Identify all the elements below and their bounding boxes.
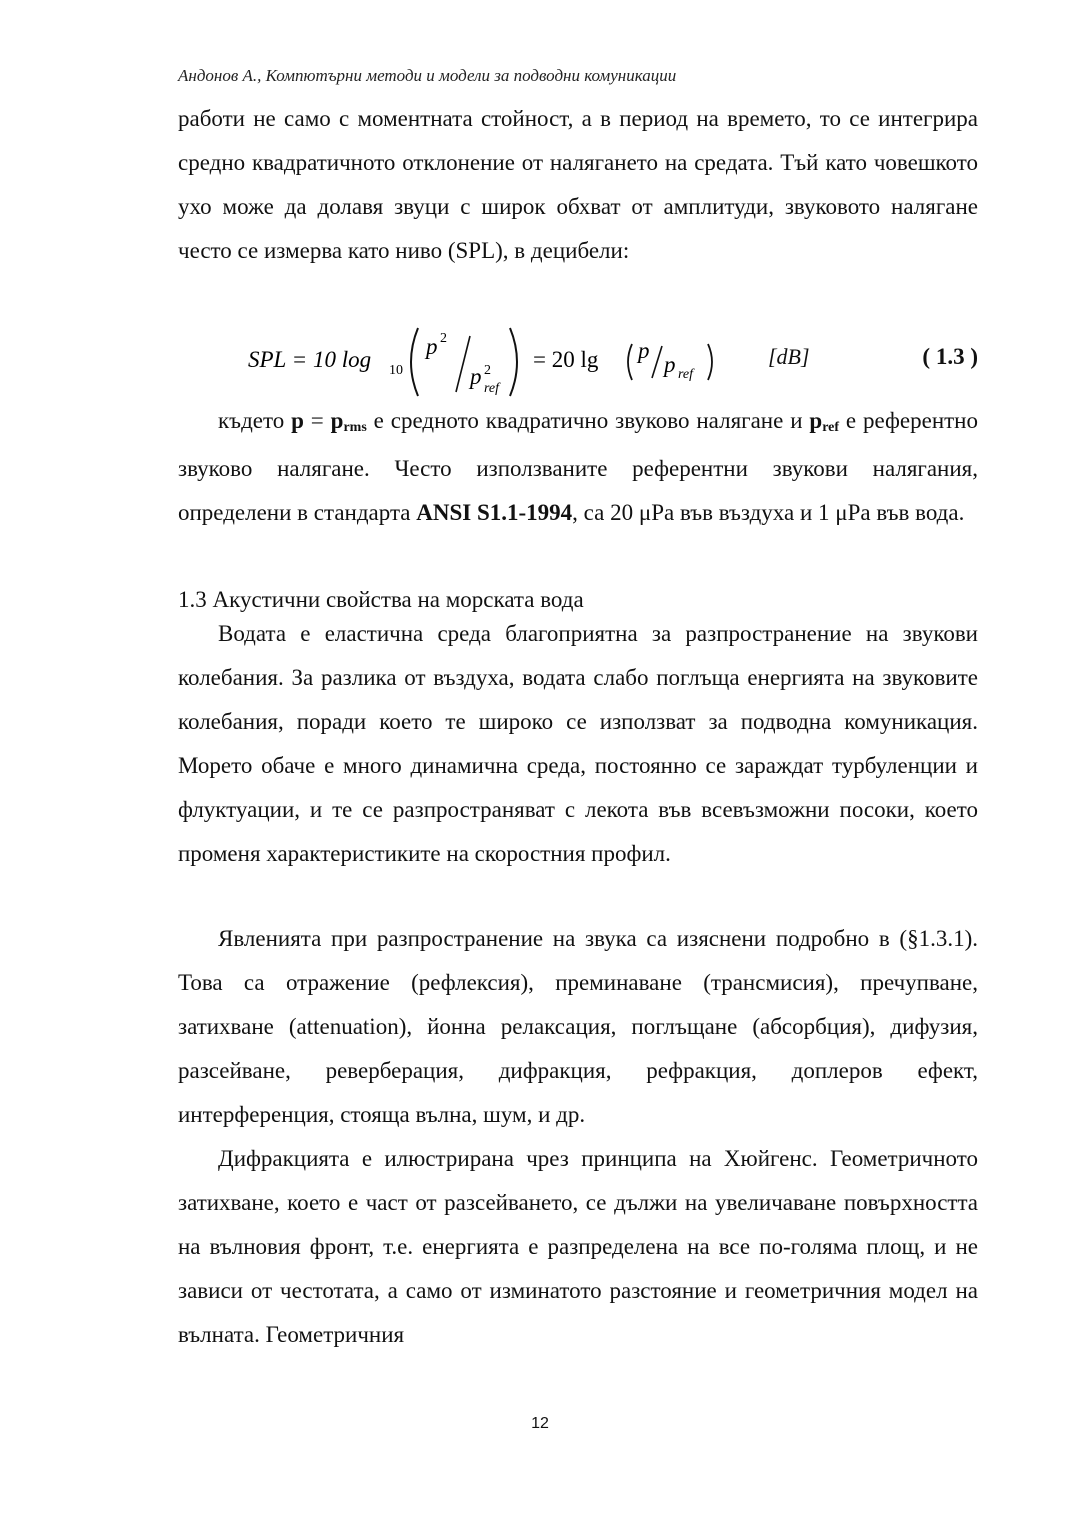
eq-p-den-2: p	[664, 352, 676, 377]
eq-paren-left-2	[628, 344, 632, 380]
paragraph-5: Дифракцията е илюстрирана чрез принципа на Хюйгенс. Геометричното затихване, което е част от разсейването, се дължи на увеличаване повърхността на вълновия фронт, т.е. енергията е разпределена на все по-голяма площ, и не зависи от честотата, а само от изминатото разстояние и геометричния модел на вълната. Геометричния	[178, 1146, 978, 1347]
eq-ref-sub-2: ref	[678, 367, 694, 382]
equation-spl	[178, 322, 978, 402]
paragraph-3: Водата е еластична среда благоприятна за разпространение на звукови колебания. За разлика от въздуха, водата слабо поглъща енергията на звуковите колебания, поради което те широко се използват за подводна комуникация. Морето обаче е много динамична среда, постоянно се зараждат турбуленции и флуктуации, и те се разпространяват с лекота във всевъзможни посоки, което променя характеристиките на скоростния профил.	[178, 621, 978, 866]
eq-p-numerator: p	[426, 334, 438, 359]
p2-text-5: , са 20 μPa във въздуха и 1 μPa във вода.	[572, 500, 965, 525]
paragraph-2	[178, 399, 978, 535]
equation-formula	[248, 322, 848, 402]
paragraph-1: работи не само с моментната стойност, а в период на времето, то се интегрира средно квадратичното отклонение от налягането на средата. Тъй като човешкото ухо може да долавя звуци с широк обхват от амплитуди, звуковото налягане често се измерва като ниво (SPL), в децибели:	[178, 106, 978, 263]
eq-unit: [dB]	[768, 344, 810, 369]
eq-paren-left-1	[411, 328, 418, 396]
p2-symbol-pref: p	[809, 408, 823, 433]
eq-exponent-1: 2	[440, 331, 447, 346]
p2-text-4: е референтно звуково налягане. Често използваните референтни звукови налягания, определени в стандарта	[178, 408, 978, 525]
p2-text-1: където	[218, 408, 292, 433]
eq-paren-right-1	[510, 328, 517, 396]
eq-log-base: 10	[389, 363, 403, 378]
p2-sub-ref: ref	[822, 420, 840, 435]
eq-middle: = 20 lg	[533, 347, 599, 372]
eq-exponent-2: 2	[484, 363, 491, 378]
paragraph-4: Явленията при разпространение на звука са изяснени подробно в (§1.3.1). Това са отражение (рефлексия), преминаване (трансмисия), пречупване, затихване (attenuation), йонна релаксация, поглъщане (абсорбция), дифузия, разсейване, реверберация, дифракция, рефракция, доплеров ефект, интерференция, стояща вълна, шум, и др.	[178, 926, 978, 1127]
eq-slash-1	[456, 336, 470, 392]
eq-slash-2	[652, 346, 662, 378]
p2-standard: ANSI S1.1-1994	[416, 500, 573, 525]
p2-text-2: =	[303, 408, 331, 433]
p2-sub-rms: rms	[343, 420, 367, 435]
p2-text-3: е средното квадратично звуково налягане и	[366, 408, 810, 433]
p2-symbol-p: p	[291, 408, 304, 433]
eq-p-num-2: p	[638, 338, 650, 363]
running-header: Андонов А., Компютърни методи и модели за подводни комуникации	[178, 66, 677, 85]
eq-paren-right-2	[708, 344, 712, 380]
section-heading: 1.3 Акустични свойства на морската вода	[178, 587, 584, 612]
eq-lhs: SPL = 10 log	[248, 347, 372, 372]
eq-ref-sub-1: ref	[484, 381, 500, 396]
eq-number: ( 1.3 )	[922, 344, 978, 369]
page-number: 12	[531, 1415, 549, 1432]
eq-p-denominator: p	[470, 364, 482, 389]
p2-symbol-prms: p	[330, 408, 344, 433]
